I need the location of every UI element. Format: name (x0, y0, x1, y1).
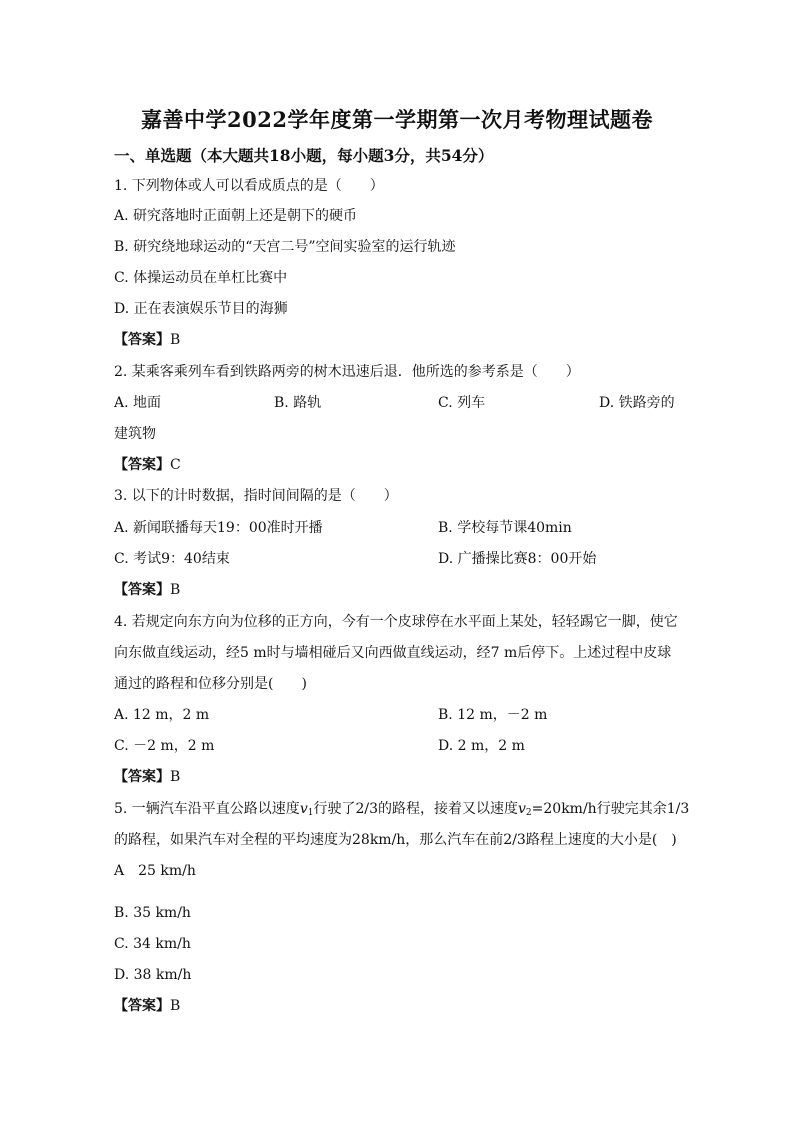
answer-tag: 【答案】 (114, 457, 170, 473)
velocity-symbol-v1: v (299, 801, 308, 817)
velocity-symbol-v2: v (518, 801, 526, 817)
answer-value: B (170, 582, 181, 598)
q1-option-c: C. 体操运动员在单杠比赛中 (114, 270, 288, 286)
q4-option-b: B. 12 m，－2 m (438, 707, 548, 723)
q5-option-c: C. 34 km/h (114, 936, 191, 952)
q2-stem: 2. 某乘客乘列车看到铁路两旁的树木迅速后退．他所选的参考系是（ ） (114, 364, 580, 380)
q5-stem-line2: 的路程，如果汽车对全程的平均速度为28km/h，那么汽车在前2/3路程上速度的大小是( ) (114, 832, 677, 848)
q3-option-b: B. 学校每节课40min (438, 520, 572, 536)
q4-option-a: A. 12 m，2 m (114, 707, 210, 723)
q5-option-d: D. 38 km/h (114, 967, 192, 983)
answer-value: B (170, 769, 181, 785)
q5-stem-part1: 5. 一辆汽车沿平直公路以速度 (114, 801, 300, 817)
q1-stem: 1. 下列物体或人可以看成质点的是（ ） (114, 178, 384, 194)
q1-option-b: B. 研究绕地球运动的“天宫二号”空间实验室的运行轨迹 (114, 239, 456, 255)
q1-option-a: A. 研究落地时正面朝上还是朝下的硬币 (114, 208, 358, 224)
answer-tag: 【答案】 (114, 582, 170, 598)
q3-option-a: A. 新闻联播每天19：00准时开播 (114, 520, 323, 536)
q4-answer (114, 767, 180, 787)
q3-stem: 3. 以下的计时数据，指时间间隔的是（ ） (114, 488, 398, 504)
q3-option-c: C. 考试9：40结束 (114, 551, 230, 567)
answer-value: C (170, 457, 181, 473)
q2-option-d-continued: 建筑物 (114, 426, 156, 442)
q2-answer (114, 455, 181, 475)
answer-tag: 【答案】 (114, 332, 170, 348)
exam-title: 嘉善中学2022学年度第一学期第一次月考物理试题卷 (141, 107, 653, 132)
answer-value: B (170, 998, 181, 1014)
q5-option-a: A 25 km/h (114, 863, 196, 879)
q4-option-c: C. －2 m，2 m (114, 738, 215, 754)
q5-stem-part3: =20km/h行驶完其余1/3 (531, 801, 690, 817)
q2-option-b: B. 路轨 (274, 395, 322, 411)
q5-stem-part2: 行驶了2/3的路程，接着又以速度 (313, 801, 518, 817)
q5-stem-line1 (114, 799, 689, 823)
answer-tag: 【答案】 (114, 769, 170, 785)
q2-option-d: D. 铁路旁的 (599, 395, 675, 411)
q3-answer (114, 580, 180, 600)
section-heading: 一、单选题（本大题共18小题，每小题3分，共54分） (114, 146, 494, 165)
q3-option-d: D. 广播操比赛8：00开始 (438, 551, 597, 567)
q1-answer (114, 330, 180, 350)
velocity-subscript-1: 1 (307, 808, 314, 818)
q4-stem-line1: 4. 若规定向东方向为位移的正方向，今有一个皮球停在水平面上某处，轻轻踢它一脚，使它 (114, 614, 678, 630)
q4-stem-line2: 向东做直线运动，经5 m时与墙相碰后又向西做直线运动，经7 m后停下。上述过程中皮球 (114, 645, 672, 661)
answer-tag: 【答案】 (114, 998, 170, 1014)
q1-option-d: D. 正在表演娱乐节目的海狮 (114, 301, 288, 317)
q4-option-d: D. 2 m，2 m (438, 738, 525, 754)
q4-stem-line3: 通过的路程和位移分别是( ) (114, 676, 307, 692)
velocity-subscript-2: 2 (525, 808, 532, 818)
q5-option-b: B. 35 km/h (114, 905, 191, 921)
q5-answer (114, 996, 180, 1016)
q2-option-a: A. 地面 (114, 395, 162, 411)
answer-value: B (170, 332, 181, 348)
q2-option-c: C. 列车 (438, 395, 486, 411)
